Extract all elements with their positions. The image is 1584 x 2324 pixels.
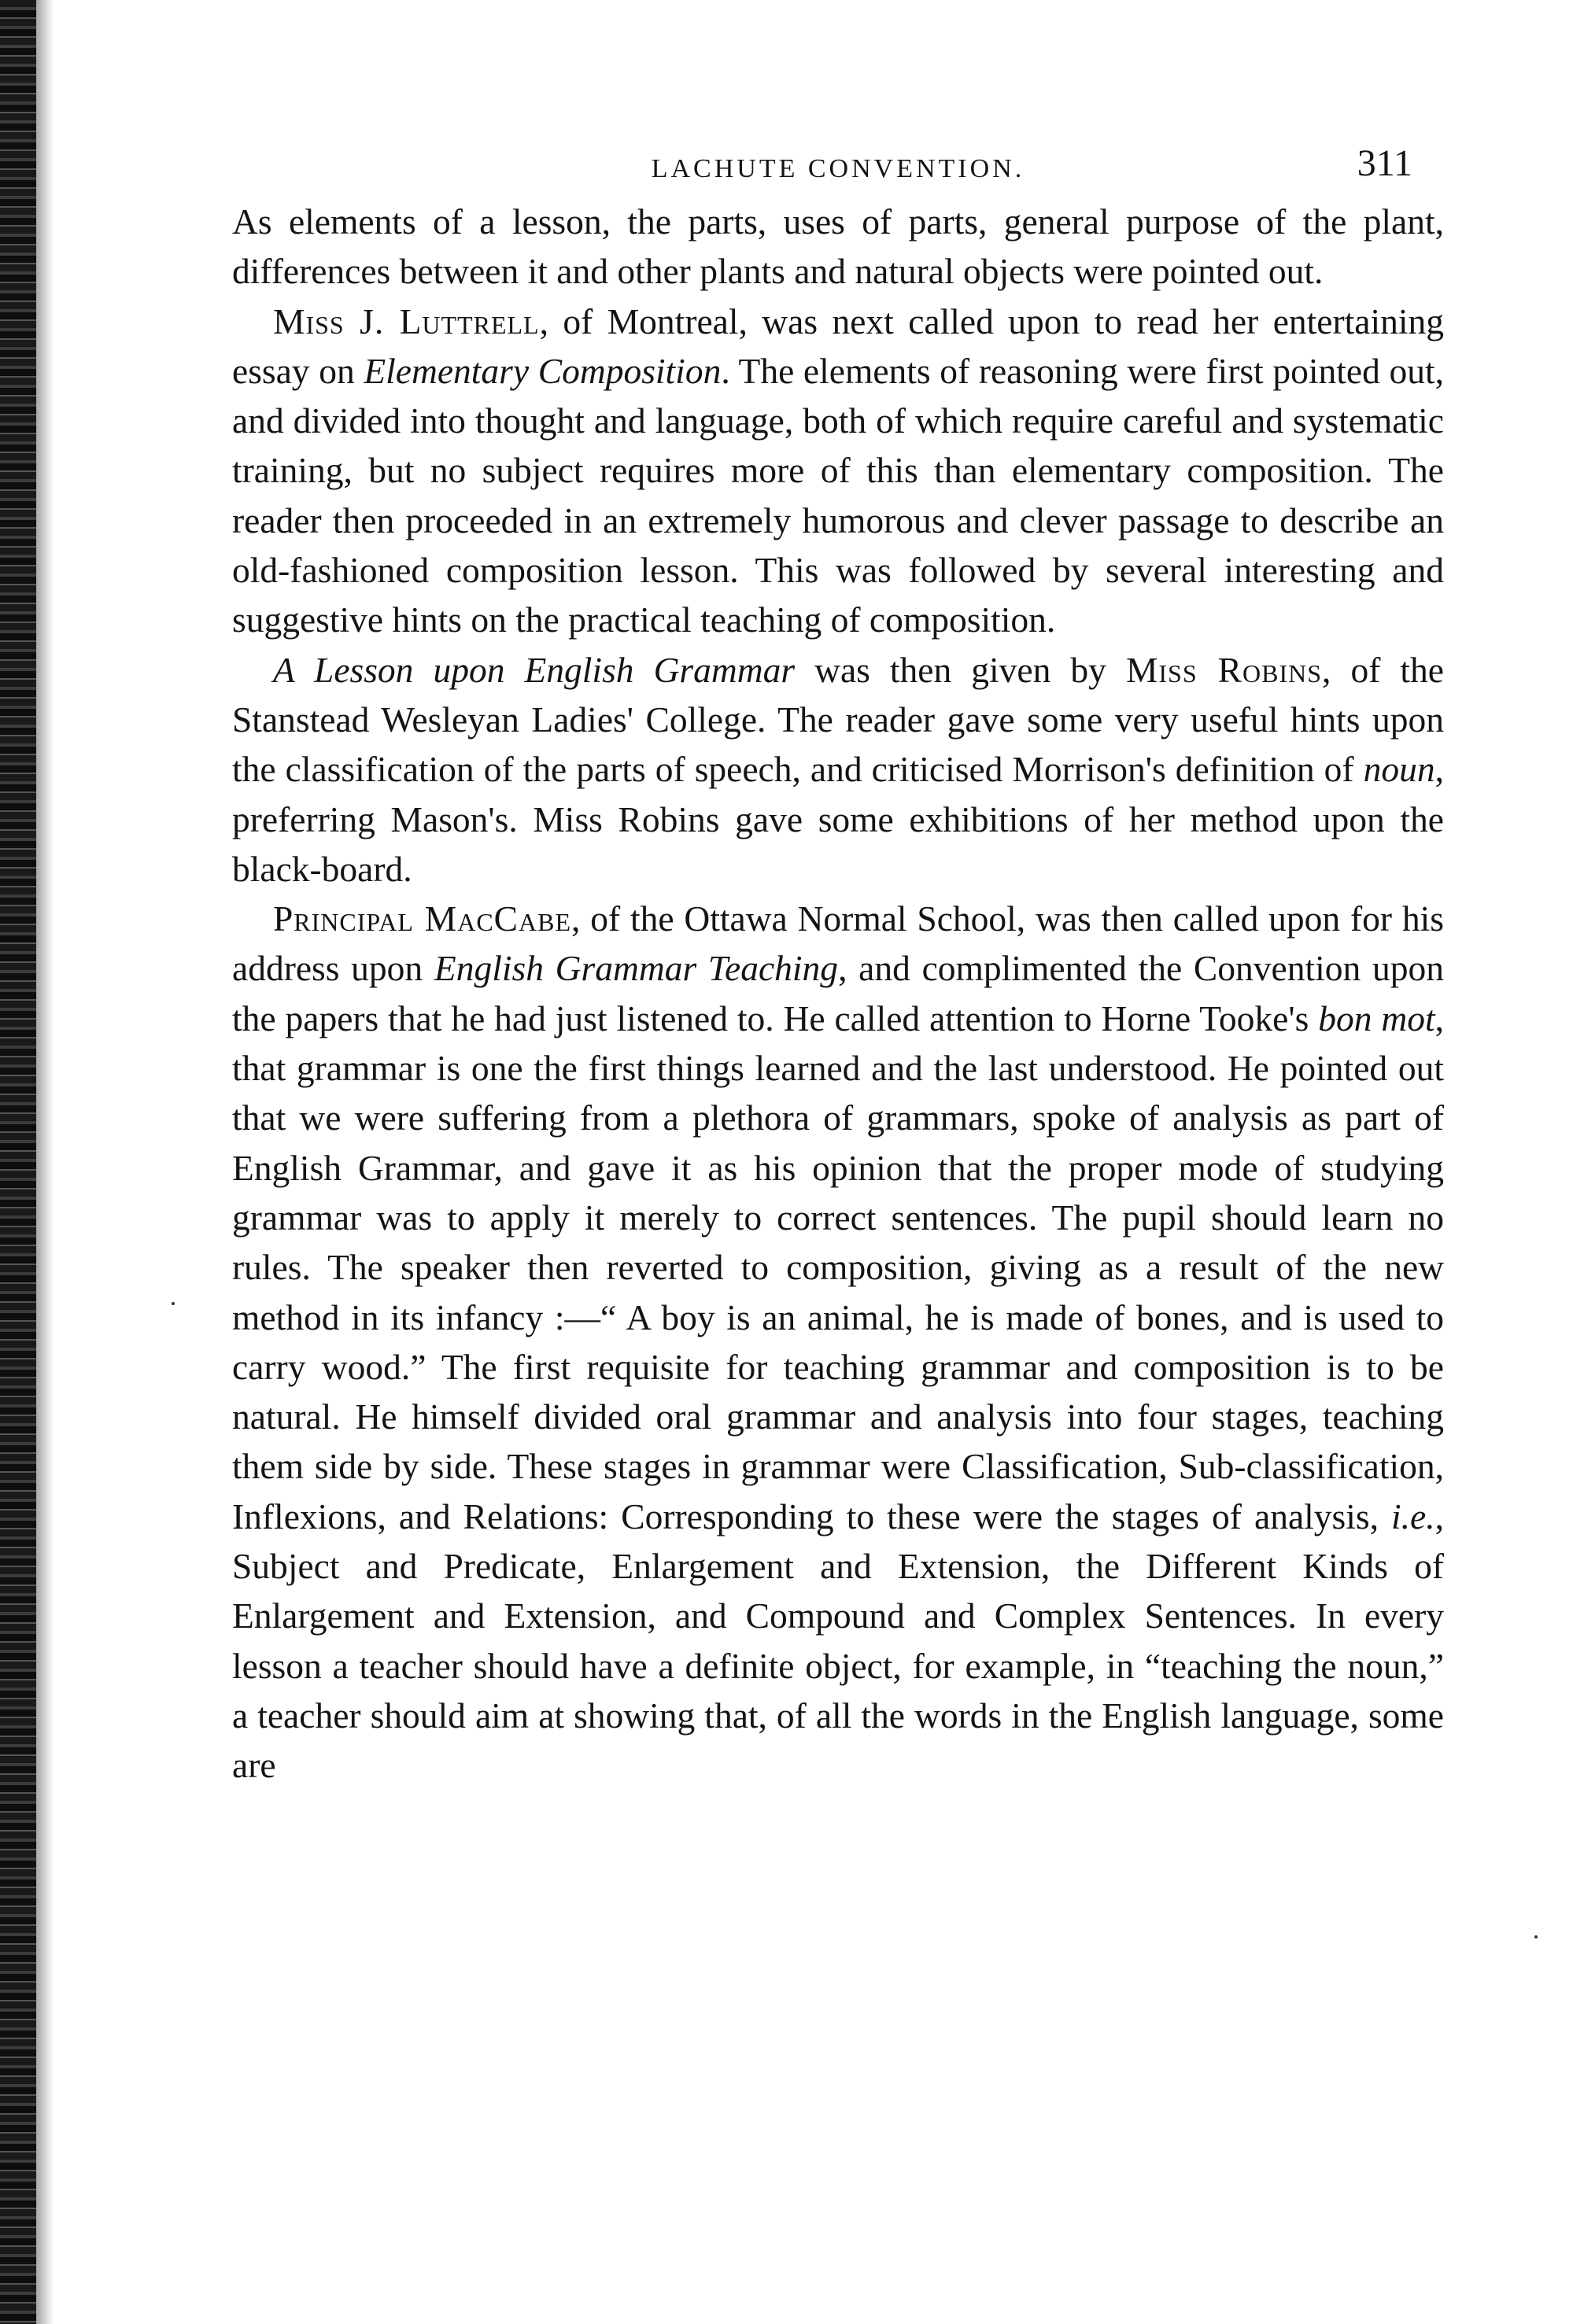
text-run: , of the Ottawa Normal School, was then called upon for his address upon: [232, 898, 1444, 989]
text-run: , preferring Mason's. Miss Robins gave some exhibitions of her method upon the black-board.: [232, 749, 1444, 889]
italic-text: A Lesson upon English Grammar: [273, 649, 796, 690]
text-run: , that grammar is one the first things learned and the last understood. He pointed out that we were suffering from a plethora of grammars, spoke of analysis as part of English Grammar, and gave it as his opinion that the proper mode of studying grammar was to apply it merely to correct sentences. The pupil should learn no rules. The speaker then reverted to composition, giving as a result of the new method in its infancy :—“ A boy is an animal, he is made of bones, and is used to carry wood.” The first requisite for teaching grammar and composition is to be natural. He himself divided oral grammar and analysis into four stages, teaching them side by side. These stages in grammar were Classification, Sub-classification, Inflexions, and Relations: Corresponding to these were the stages of analysis,: [232, 998, 1444, 1536]
running-title: LACHUTE CONVENTION.: [651, 154, 1025, 183]
paragraph: [232, 297, 1444, 645]
stray-ink-mark: [172, 1302, 175, 1305]
paragraph: [232, 894, 1444, 1790]
running-header: [232, 142, 1444, 197]
text-run: , of Montreal, was next called upon to read her entertaining essay on: [232, 301, 1444, 391]
italic-text: bon mot: [1318, 998, 1435, 1038]
paragraph: [232, 645, 1444, 894]
small-caps-name: Miss J. Luttrell: [273, 301, 540, 341]
italic-text: noun: [1363, 749, 1435, 790]
body-text: [232, 197, 1444, 1791]
text-run: . The elements of reasoning were first pointed out, and divided into thought and language, both of which require careful and systematic training, but no subject requires more of this than elementary composition. The reader then proceeded in an extremely humorous and clever passage to describe an old-fashioned composition lesson. This was followed by several interesting and suggestive hints on the practical teaching of composition.: [232, 350, 1444, 640]
page-number: 311: [1357, 142, 1412, 184]
italic-text: i.e.: [1391, 1496, 1435, 1536]
text-run: , Subject and Predicate, Enlargement and Extension, the Different Kinds of Enlargement and Extension, and Compound and Complex Sentences. In every lesson a teacher should have a definite object, for example, in “teaching the noun,” a teacher should aim at showing that, of all the words in the English language, some are: [232, 1496, 1444, 1786]
stray-ink-mark: [1534, 1935, 1538, 1939]
page-binding-shadow: [36, 0, 54, 2324]
text-run: As elements of a lesson, the parts, uses of parts, general purpose of the plant, differences between it and other plants and natural objects were pointed out.: [232, 201, 1444, 292]
small-caps-name: Miss Robins: [1125, 649, 1323, 690]
italic-text: Elementary Composition: [364, 350, 722, 391]
text-run: , and complimented the Convention upon the papers that he had just listened to. He called attention to Horne Tooke's: [232, 948, 1444, 1038]
text-run: was then given by: [795, 649, 1126, 690]
small-caps-name: Principal MacCabe: [273, 898, 572, 939]
italic-text: English Grammar Teaching: [434, 948, 839, 989]
document-page: [232, 142, 1444, 1791]
page-binding-edge: [0, 0, 36, 2324]
text-run: , of the Stanstead Wesleyan Ladies' College. The reader gave some very useful hints upon the classification of the parts of speech, and criticised Morrison's definition of: [232, 649, 1444, 790]
paragraph: [232, 197, 1444, 297]
